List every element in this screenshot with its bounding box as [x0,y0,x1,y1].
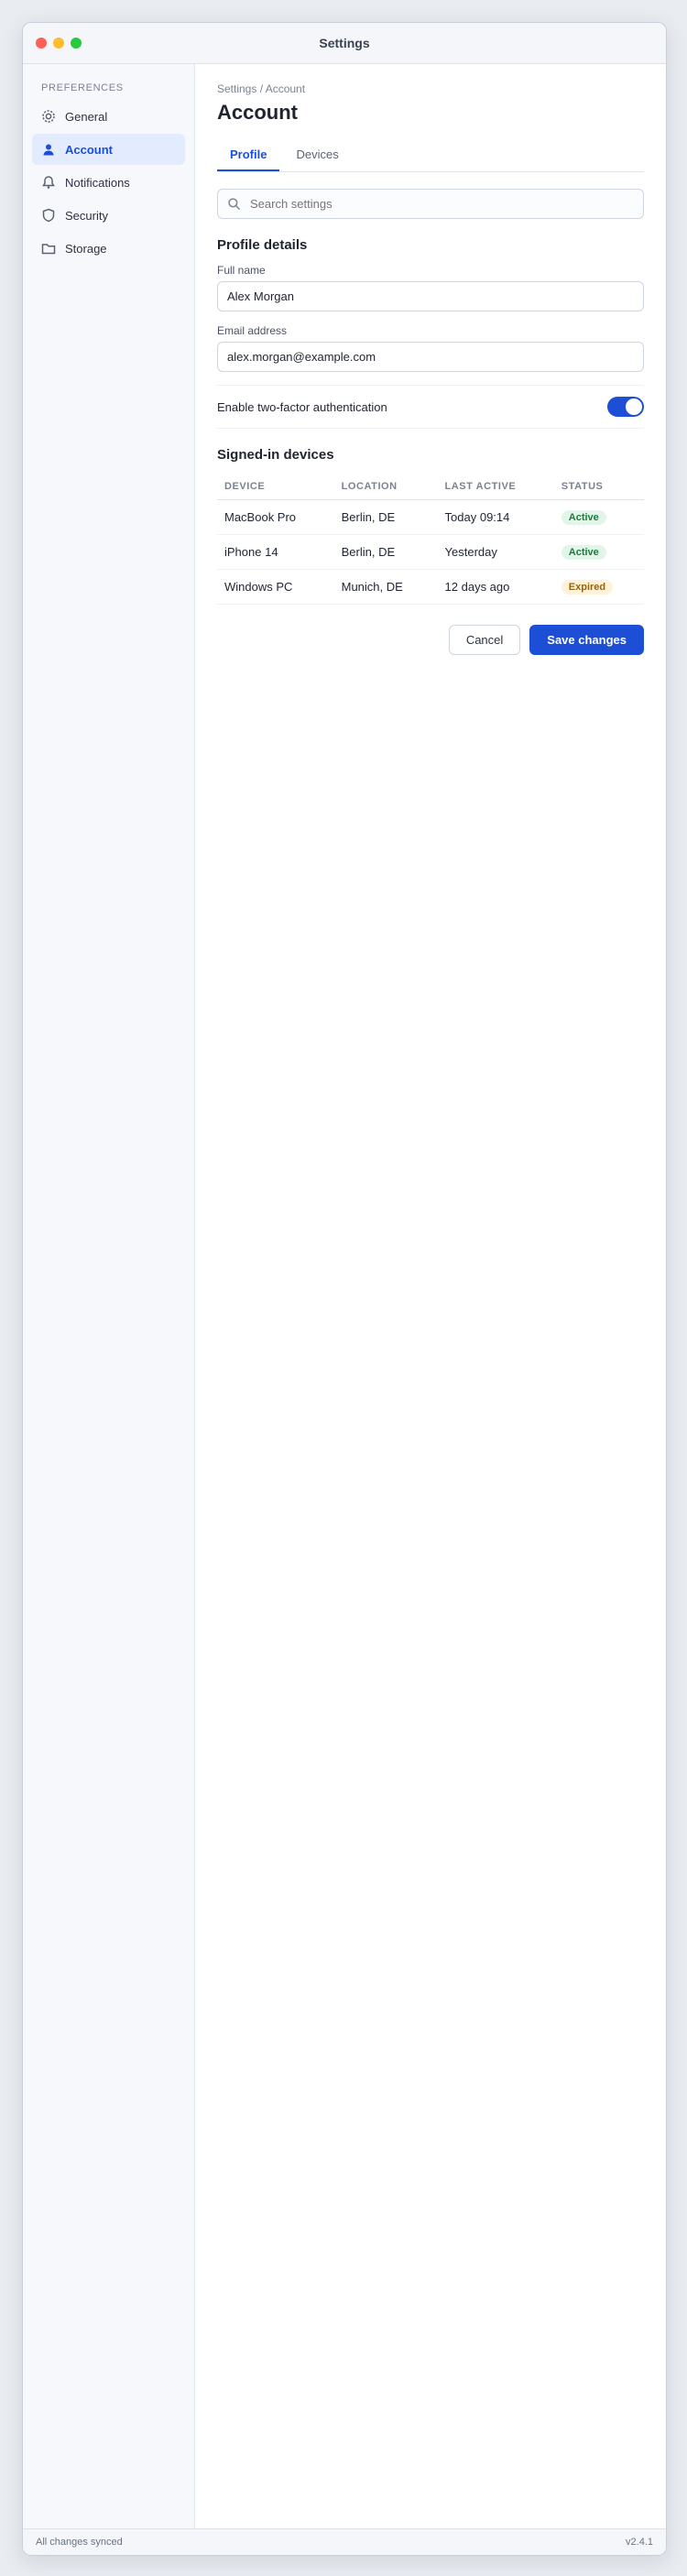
maximize-icon[interactable] [71,38,82,49]
toggle-knob [626,398,642,415]
search-icon [227,197,241,211]
page-title: Account [217,101,298,124]
last-active-cell: Yesterday [438,535,554,570]
sidebar-heading: PREFERENCES [41,82,124,93]
two-factor-label: Enable two-factor authentication [217,399,387,414]
save-button[interactable]: Save changes [529,625,644,655]
version-label: v2.4.1 [626,2537,653,2548]
search-input[interactable] [248,196,634,212]
sidebar-item-label: Storage [65,241,107,256]
form-actions [217,625,644,655]
column-header[interactable]: LOCATION [334,474,438,500]
shield-icon [41,208,56,223]
last-active-cell: 12 days ago [438,570,554,605]
status-cell [554,500,644,535]
gear-icon [41,109,56,124]
status-badge: Expired [562,580,613,595]
name-field-group [217,264,644,311]
app-window [22,22,667,2556]
profile-section-title: Profile details [217,237,308,253]
window-controls [36,38,82,49]
status-badge: Active [562,510,606,525]
table-row[interactable] [217,535,644,570]
title-bar [23,23,666,64]
sync-status: All changes synced [36,2537,123,2548]
status-badge: Active [562,545,606,560]
devices-section-title: Signed-in devices [217,447,334,463]
window-title: Settings [319,36,370,50]
tab-profile[interactable]: Profile [217,139,279,171]
two-factor-toggle[interactable] [607,397,644,417]
table-row[interactable] [217,500,644,535]
close-icon[interactable] [36,38,47,49]
breadcrumb: Settings / Account [217,82,306,95]
cancel-button[interactable]: Cancel [449,625,520,655]
location-cell: Berlin, DE [334,500,438,535]
status-cell [554,570,644,605]
email-label: Email address [217,324,288,337]
sidebar-item-label: Notifications [65,175,130,190]
device-cell: iPhone 14 [217,535,334,570]
search-box [217,189,644,219]
sidebar-item-general[interactable] [32,101,185,132]
main-panel [195,64,666,2528]
sidebar-item-storage[interactable] [32,233,185,264]
sidebar-item-label: Security [65,208,108,223]
sidebar-item-security[interactable] [32,200,185,231]
tab-bar [217,139,644,172]
sidebar-item-notifications[interactable] [32,167,185,198]
column-header[interactable]: LAST ACTIVE [438,474,554,500]
user-icon [41,142,56,157]
name-label: Full name [217,264,266,277]
devices-table [217,474,644,605]
last-active-cell: Today 09:14 [438,500,554,535]
status-cell [554,535,644,570]
table-header-row [217,474,644,500]
column-header[interactable]: DEVICE [217,474,334,500]
device-cell: Windows PC [217,570,334,605]
email-field-group [217,324,644,372]
tab-devices[interactable]: Devices [296,147,339,161]
sidebar-item-label: General [65,109,108,124]
window-body [23,64,666,2528]
sidebar [23,64,195,2528]
location-cell: Munich, DE [334,570,438,605]
email-field[interactable] [217,342,644,372]
status-bar [23,2528,666,2555]
table-row[interactable] [217,570,644,605]
column-header[interactable]: STATUS [554,474,644,500]
sidebar-item-label: Account [65,142,113,157]
location-cell: Berlin, DE [334,535,438,570]
name-field[interactable] [217,281,644,311]
sidebar-item-account[interactable] [32,134,185,165]
two-factor-row [217,385,644,429]
device-cell: MacBook Pro [217,500,334,535]
folder-icon [41,241,56,256]
bell-icon [41,175,56,190]
minimize-icon[interactable] [53,38,64,49]
